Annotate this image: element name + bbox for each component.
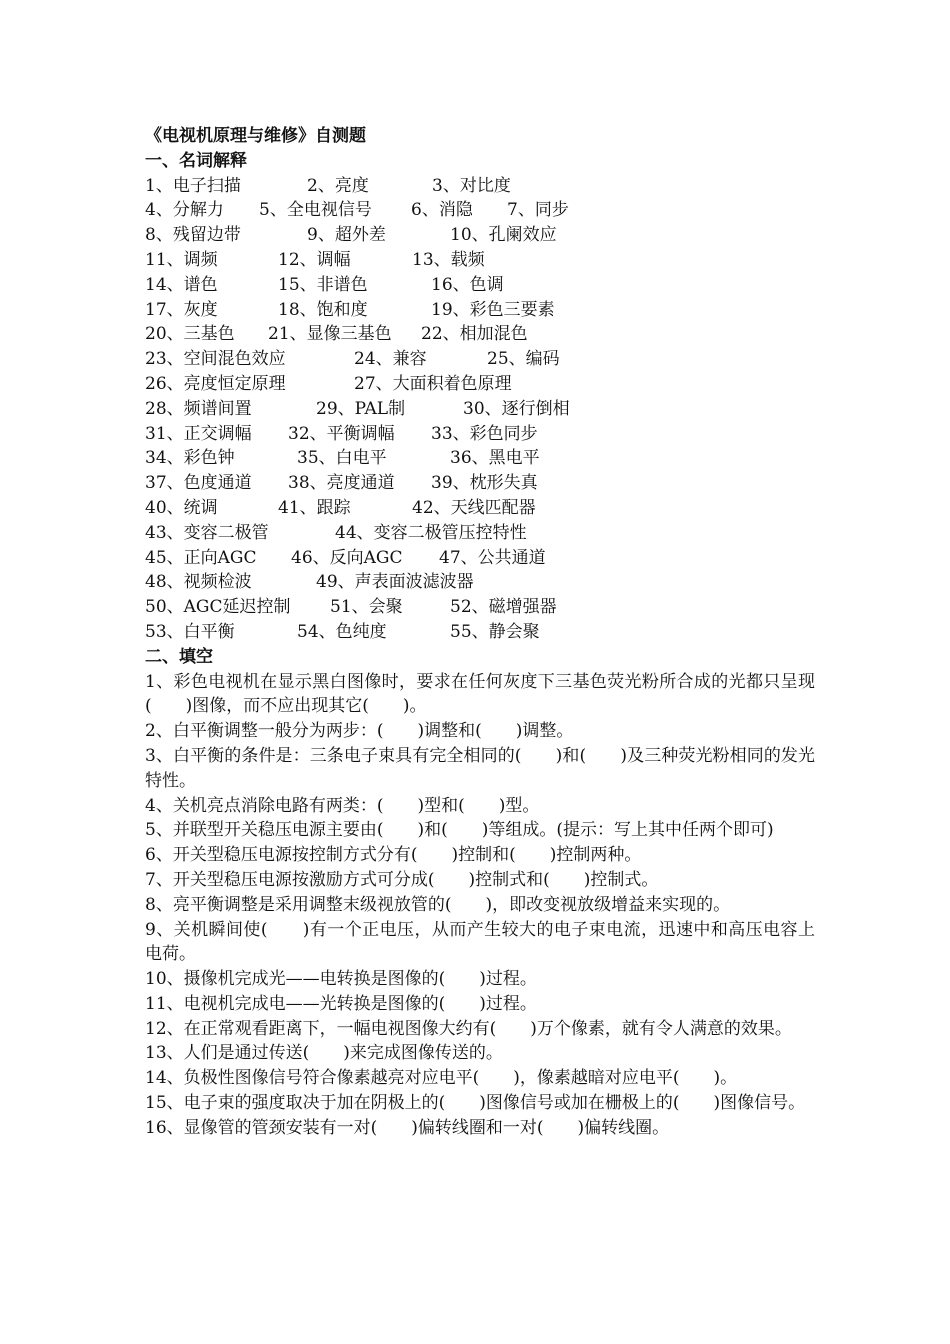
term-item: 42、天线匹配器: [412, 497, 536, 518]
term-item: 24、兼容: [354, 349, 427, 370]
term-row: [145, 322, 815, 347]
fill-blank-question: 2、白平衡调整一般分为两步：( )调整和( )调整。: [145, 721, 574, 742]
term-item: 17、灰度: [145, 299, 218, 320]
term-item: 44、变容二极管压控特性: [335, 522, 527, 543]
term-item: 7、同步: [507, 200, 569, 221]
term-item: 8、残留边带: [145, 225, 241, 246]
term-item: 15、非谱色: [278, 274, 368, 295]
term-item: 23、空间混色效应: [145, 349, 286, 370]
fill-blank-question: 13、人们是通过传送( )来完成图像传送的。: [145, 1043, 503, 1064]
fill-blank-question: 16、显像管的管颈安装有一对( )偏转线圈和一对( )偏转线圈。: [145, 1117, 670, 1138]
term-item: 20、三基色: [145, 324, 235, 345]
fill-blank-question: 6、开关型稳压电源按控制方式分有( )控制和( )控制两种。: [145, 845, 642, 866]
term-item: 51、会聚: [330, 597, 403, 618]
term-item: 37、色度通道: [145, 473, 252, 494]
fill-blank-question: 3、白平衡的条件是：三条电子束具有完全相同的( )和( )及三种荧光粉相同的发光特性。: [145, 745, 815, 791]
term-item: 40、统调: [145, 497, 218, 518]
term-item: 47、公共通道: [439, 547, 546, 568]
term-item: 9、超外差: [307, 225, 386, 246]
term-item: 41、跟踪: [278, 497, 351, 518]
document-page: [145, 124, 815, 1141]
term-item: 50、AGC延迟控制: [145, 597, 291, 618]
term-row: [145, 298, 815, 323]
term-row: [145, 570, 815, 595]
term-row: [145, 595, 815, 620]
term-item: 25、编码: [487, 349, 560, 370]
term-row: [145, 223, 815, 248]
term-row: [145, 397, 815, 422]
term-item: 4、分解力: [145, 200, 224, 221]
document-title: 《电视机原理与维修》自测题: [145, 126, 366, 146]
term-row: [145, 620, 815, 645]
term-row: [145, 248, 815, 273]
term-item: 48、视频检波: [145, 572, 252, 593]
section-heading-fill-blank: 二、填空: [145, 646, 213, 667]
fill-blank-question: 11、电视机完成电——光转换是图像的( )过程。: [145, 993, 537, 1014]
term-item: 38、亮度通道: [288, 473, 395, 494]
term-item: 3、对比度: [432, 175, 511, 196]
term-item: 32、平衡调幅: [288, 423, 395, 444]
fill-blank-question: 12、在正常观看距离下，一幅电视图像大约有( )万个像素，就有令人满意的效果。: [145, 1018, 792, 1039]
section-heading-terms: 一、名词解释: [145, 150, 247, 171]
term-item: 21、显像三基色: [268, 324, 392, 345]
term-item: 1、电子扫描: [145, 175, 241, 196]
fill-blank-question: 10、摄像机完成光——电转换是图像的( )过程。: [145, 969, 537, 990]
term-item: 10、孔阑效应: [450, 225, 557, 246]
term-item: 11、调频: [145, 249, 218, 270]
term-item: 35、白电平: [297, 448, 387, 469]
term-row: [145, 521, 815, 546]
term-item: 30、逐行倒相: [463, 398, 570, 419]
fill-blank-question: 1、彩色电视机在显示黑白图像时，要求在任何灰度下三基色荧光粉所合成的光都只呈现( )图像，而不应出现其它( )。: [145, 671, 815, 717]
term-item: 46、反向AGC: [291, 547, 403, 568]
term-item: 52、磁增强器: [450, 597, 557, 618]
term-item: 39、枕形失真: [431, 473, 538, 494]
term-item: 53、白平衡: [145, 621, 235, 642]
term-row: [145, 174, 815, 199]
term-row: [145, 471, 815, 496]
term-item: 55、静会聚: [450, 621, 540, 642]
fill-blank-question: 4、关机亮点消除电路有两类：( )型和( )型。: [145, 795, 540, 816]
term-item: 2、亮度: [307, 175, 369, 196]
term-item: 29、PAL制: [316, 398, 406, 419]
term-item: 33、彩色同步: [431, 423, 538, 444]
fill-blank-question: 7、开关型稳压电源按激励方式可分成( )控制式和( )控制式。: [145, 869, 659, 890]
term-item: 54、色纯度: [297, 621, 387, 642]
term-item: 26、亮度恒定原理: [145, 373, 286, 394]
term-item: 5、全电视信号: [259, 200, 372, 221]
term-item: 49、声表面波滤波器: [316, 572, 474, 593]
fill-blank-question: 14、负极性图像信号符合像素越亮对应电平( )，像素越暗对应电平( )。: [145, 1068, 738, 1089]
term-row: [145, 198, 815, 223]
term-item: 36、黑电平: [450, 448, 540, 469]
term-row: [145, 273, 815, 298]
term-row: [145, 546, 815, 571]
term-item: 13、载频: [412, 249, 485, 270]
term-item: 12、调幅: [278, 249, 351, 270]
term-item: 22、相加混色: [421, 324, 528, 345]
term-item: 18、饱和度: [278, 299, 368, 320]
term-list: [145, 174, 815, 645]
term-item: 16、色调: [431, 274, 504, 295]
term-item: 31、正交调幅: [145, 423, 252, 444]
term-item: 43、变容二极管: [145, 522, 269, 543]
term-item: 27、大面积着色原理: [354, 373, 512, 394]
term-item: 6、消隐: [411, 200, 473, 221]
term-row: [145, 372, 815, 397]
fill-blank-question: 5、并联型开关稳压电源主要由( )和( )等组成。(提示：写上其中任两个即可): [145, 820, 774, 841]
term-item: 45、正向AGC: [145, 547, 257, 568]
term-row: [145, 422, 815, 447]
fill-blank-question: 15、电子束的强度取决于加在阴极上的( )图像信号或加在栅极上的( )图像信号。: [145, 1093, 806, 1114]
fill-blank-question: 8、亮平衡调整是采用调整末级视放管的( )，即改变视放级增益来实现的。: [145, 894, 731, 915]
question-list: [145, 670, 815, 1141]
term-item: 19、彩色三要素: [431, 299, 555, 320]
fill-blank-question: 9、关机瞬间使( )有一个正电压，从而产生较大的电子束电流，迅速中和高压电容上电荷。: [145, 919, 815, 965]
term-item: 28、频谱间置: [145, 398, 252, 419]
term-row: [145, 347, 815, 372]
term-row: [145, 496, 815, 521]
term-row: [145, 446, 815, 471]
term-item: 34、彩色钟: [145, 448, 235, 469]
term-item: 14、谱色: [145, 274, 218, 295]
